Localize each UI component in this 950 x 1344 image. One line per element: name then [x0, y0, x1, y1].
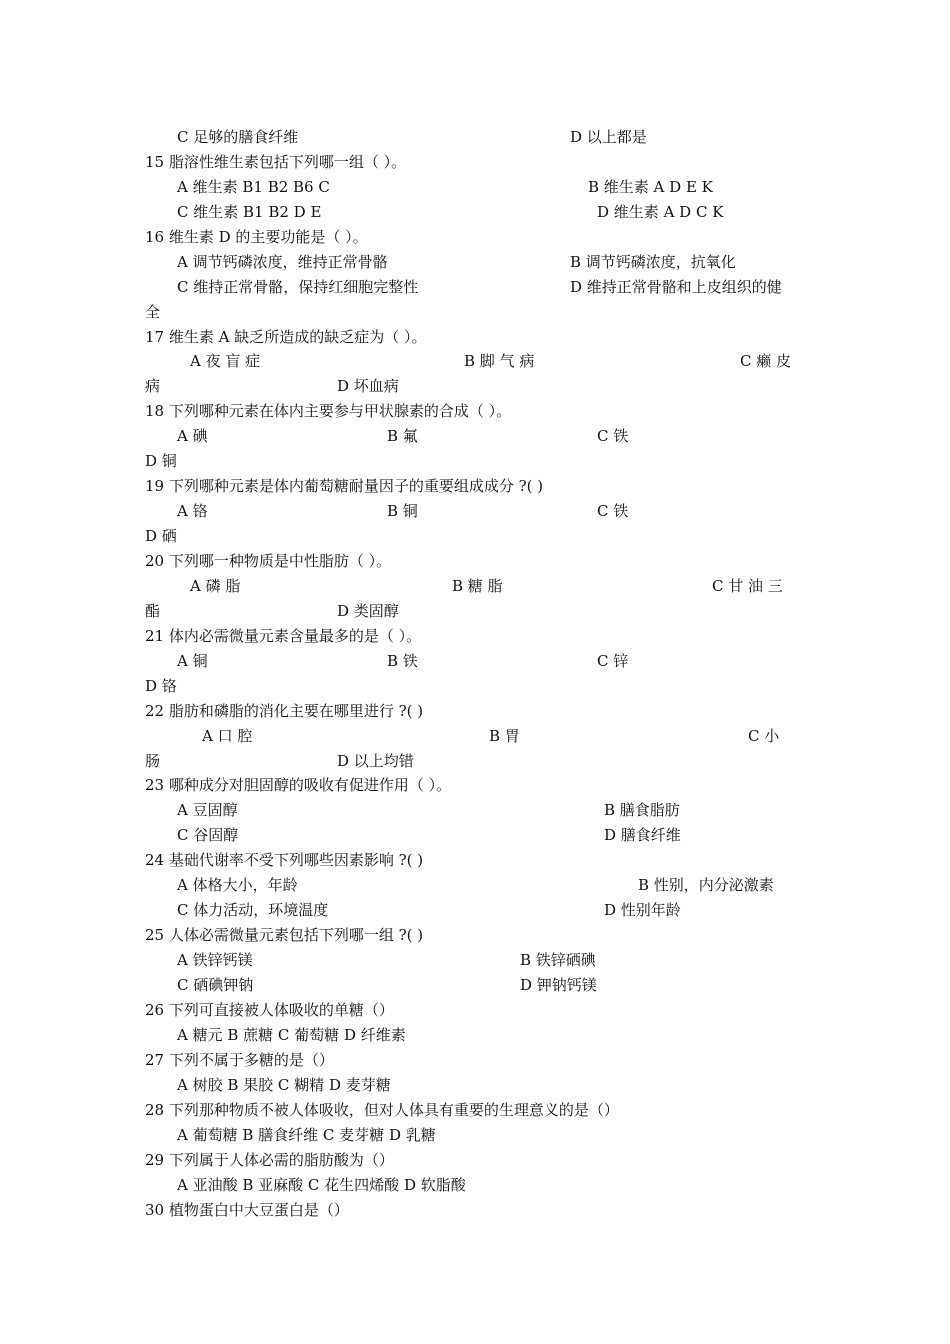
option-c-continued: 肠	[145, 752, 161, 770]
option-c: C 铁	[597, 502, 629, 520]
option-a: A 豆固醇	[177, 801, 238, 819]
option-b: B 铁	[387, 652, 418, 670]
option-a: A 磷 脂	[190, 577, 241, 595]
option-a: A 口 腔	[202, 727, 253, 745]
option-b: B 脚 气 病	[464, 352, 535, 370]
option-d: D 类固醇	[337, 602, 399, 620]
option-a: A 调节钙磷浓度，维持正常骨骼	[177, 253, 388, 271]
option-c: C 硒碘钾钠	[177, 976, 254, 994]
option-c: C 维生素 B1 B2 D E	[177, 203, 322, 221]
option-a: A 铁锌钙镁	[177, 951, 253, 969]
option-a: A 维生素 B1 B2 B6 C	[177, 178, 330, 196]
option-d: D 以上均错	[337, 752, 414, 770]
option-a: A 体格大小，年龄	[177, 876, 298, 894]
option-b: B 膳食脂肪	[604, 801, 680, 819]
option-a: A 碘	[177, 427, 208, 445]
option-c: C 小	[748, 727, 780, 745]
question-16: 16 维生素 D 的主要功能是（ ）。	[145, 228, 368, 246]
option-d: D 铬	[145, 677, 177, 695]
question-30: 30 植物蛋白中大豆蛋白是（）	[145, 1201, 349, 1219]
question-24: 24 基础代谢率不受下列哪些因素影响 ?( )	[145, 851, 424, 869]
option-c: C 锌	[597, 652, 629, 670]
question-23: 23 哪种成分对胆固醇的吸收有促进作用（ ）。	[145, 776, 452, 794]
option-d: D 以上都是	[570, 128, 647, 146]
option-d: D 铜	[145, 452, 177, 470]
question-29: 29 下列属于人体必需的脂肪酸为（）	[145, 1151, 394, 1169]
option-b: B 氟	[387, 427, 418, 445]
option-d-continued: 全	[145, 303, 161, 321]
question-22: 22 脂肪和磷脂的消化主要在哪里进行 ?( )	[145, 702, 424, 720]
option-a: A 夜 盲 症	[190, 352, 261, 370]
question-28: 28 下列那种物质不被人体吸收，但对人体具有重要的生理意义的是（）	[145, 1101, 619, 1119]
question-27-options: A 树胶 B 果胶 C 糊精 D 麦芽糖	[177, 1076, 391, 1094]
option-d: D 坏血病	[337, 377, 399, 395]
option-c: C 谷固醇	[177, 826, 239, 844]
option-b: B 糖 脂	[452, 577, 503, 595]
question-27: 27 下列不属于多糖的是（）	[145, 1051, 334, 1069]
question-18: 18 下列哪种元素在体内主要参与甲状腺素的合成（ ）。	[145, 402, 512, 420]
option-b: B 性别，内分泌激素	[638, 876, 774, 894]
option-c-continued: 病	[145, 377, 161, 395]
option-c: C 体力活动，环境温度	[177, 901, 329, 919]
option-c: C 足够的膳食纤维	[177, 128, 299, 146]
option-d: D 维生素 A D C K	[597, 203, 724, 221]
question-29-options: A 亚油酸 B 亚麻酸 C 花生四烯酸 D 软脂酸	[177, 1176, 466, 1194]
option-b: B 铜	[387, 502, 418, 520]
option-d: D 钾钠钙镁	[520, 976, 597, 994]
question-26: 26 下列可直接被人体吸收的单糖（）	[145, 1001, 394, 1019]
option-d: D 硒	[145, 527, 177, 545]
option-c-continued: 酯	[145, 602, 161, 620]
option-c: C 铁	[597, 427, 629, 445]
question-20: 20 下列哪一种物质是中性脂肪（ ）。	[145, 552, 392, 570]
option-c: C 维持正常骨骼，保持红细胞完整性	[177, 278, 419, 296]
option-c: C 甘 油 三	[712, 577, 783, 595]
question-19: 19 下列哪种元素是体内葡萄糖耐量因子的重要组成成分 ?( )	[145, 477, 544, 495]
option-c: C 癞 皮	[740, 352, 792, 370]
question-21: 21 体内必需微量元素含量最多的是（ ）。	[145, 627, 422, 645]
option-d: D 膳食纤维	[604, 826, 681, 844]
option-a: A 铜	[177, 652, 208, 670]
option-d: D 性别年龄	[604, 901, 681, 919]
question-15: 15 脂溶性维生素包括下列哪一组（ ）。	[145, 153, 407, 171]
question-26-options: A 糖元 B 蔗糖 C 葡萄糖 D 纤维素	[177, 1026, 406, 1044]
question-28-options: A 葡萄糖 B 膳食纤维 C 麦芽糖 D 乳糖	[177, 1126, 436, 1144]
option-b: B 调节钙磷浓度，抗氧化	[570, 253, 736, 271]
question-25: 25 人体必需微量元素包括下列哪一组 ?( )	[145, 926, 424, 944]
option-d: D 维持正常骨骼和上皮组织的健	[570, 278, 782, 296]
option-a: A 铬	[177, 502, 208, 520]
option-b: B 铁锌硒碘	[520, 951, 596, 969]
question-17: 17 维生素 A 缺乏所造成的缺乏症为（ ）。	[145, 328, 427, 346]
option-b: B 胃	[489, 727, 520, 745]
option-b: B 维生素 A D E K	[588, 178, 713, 196]
